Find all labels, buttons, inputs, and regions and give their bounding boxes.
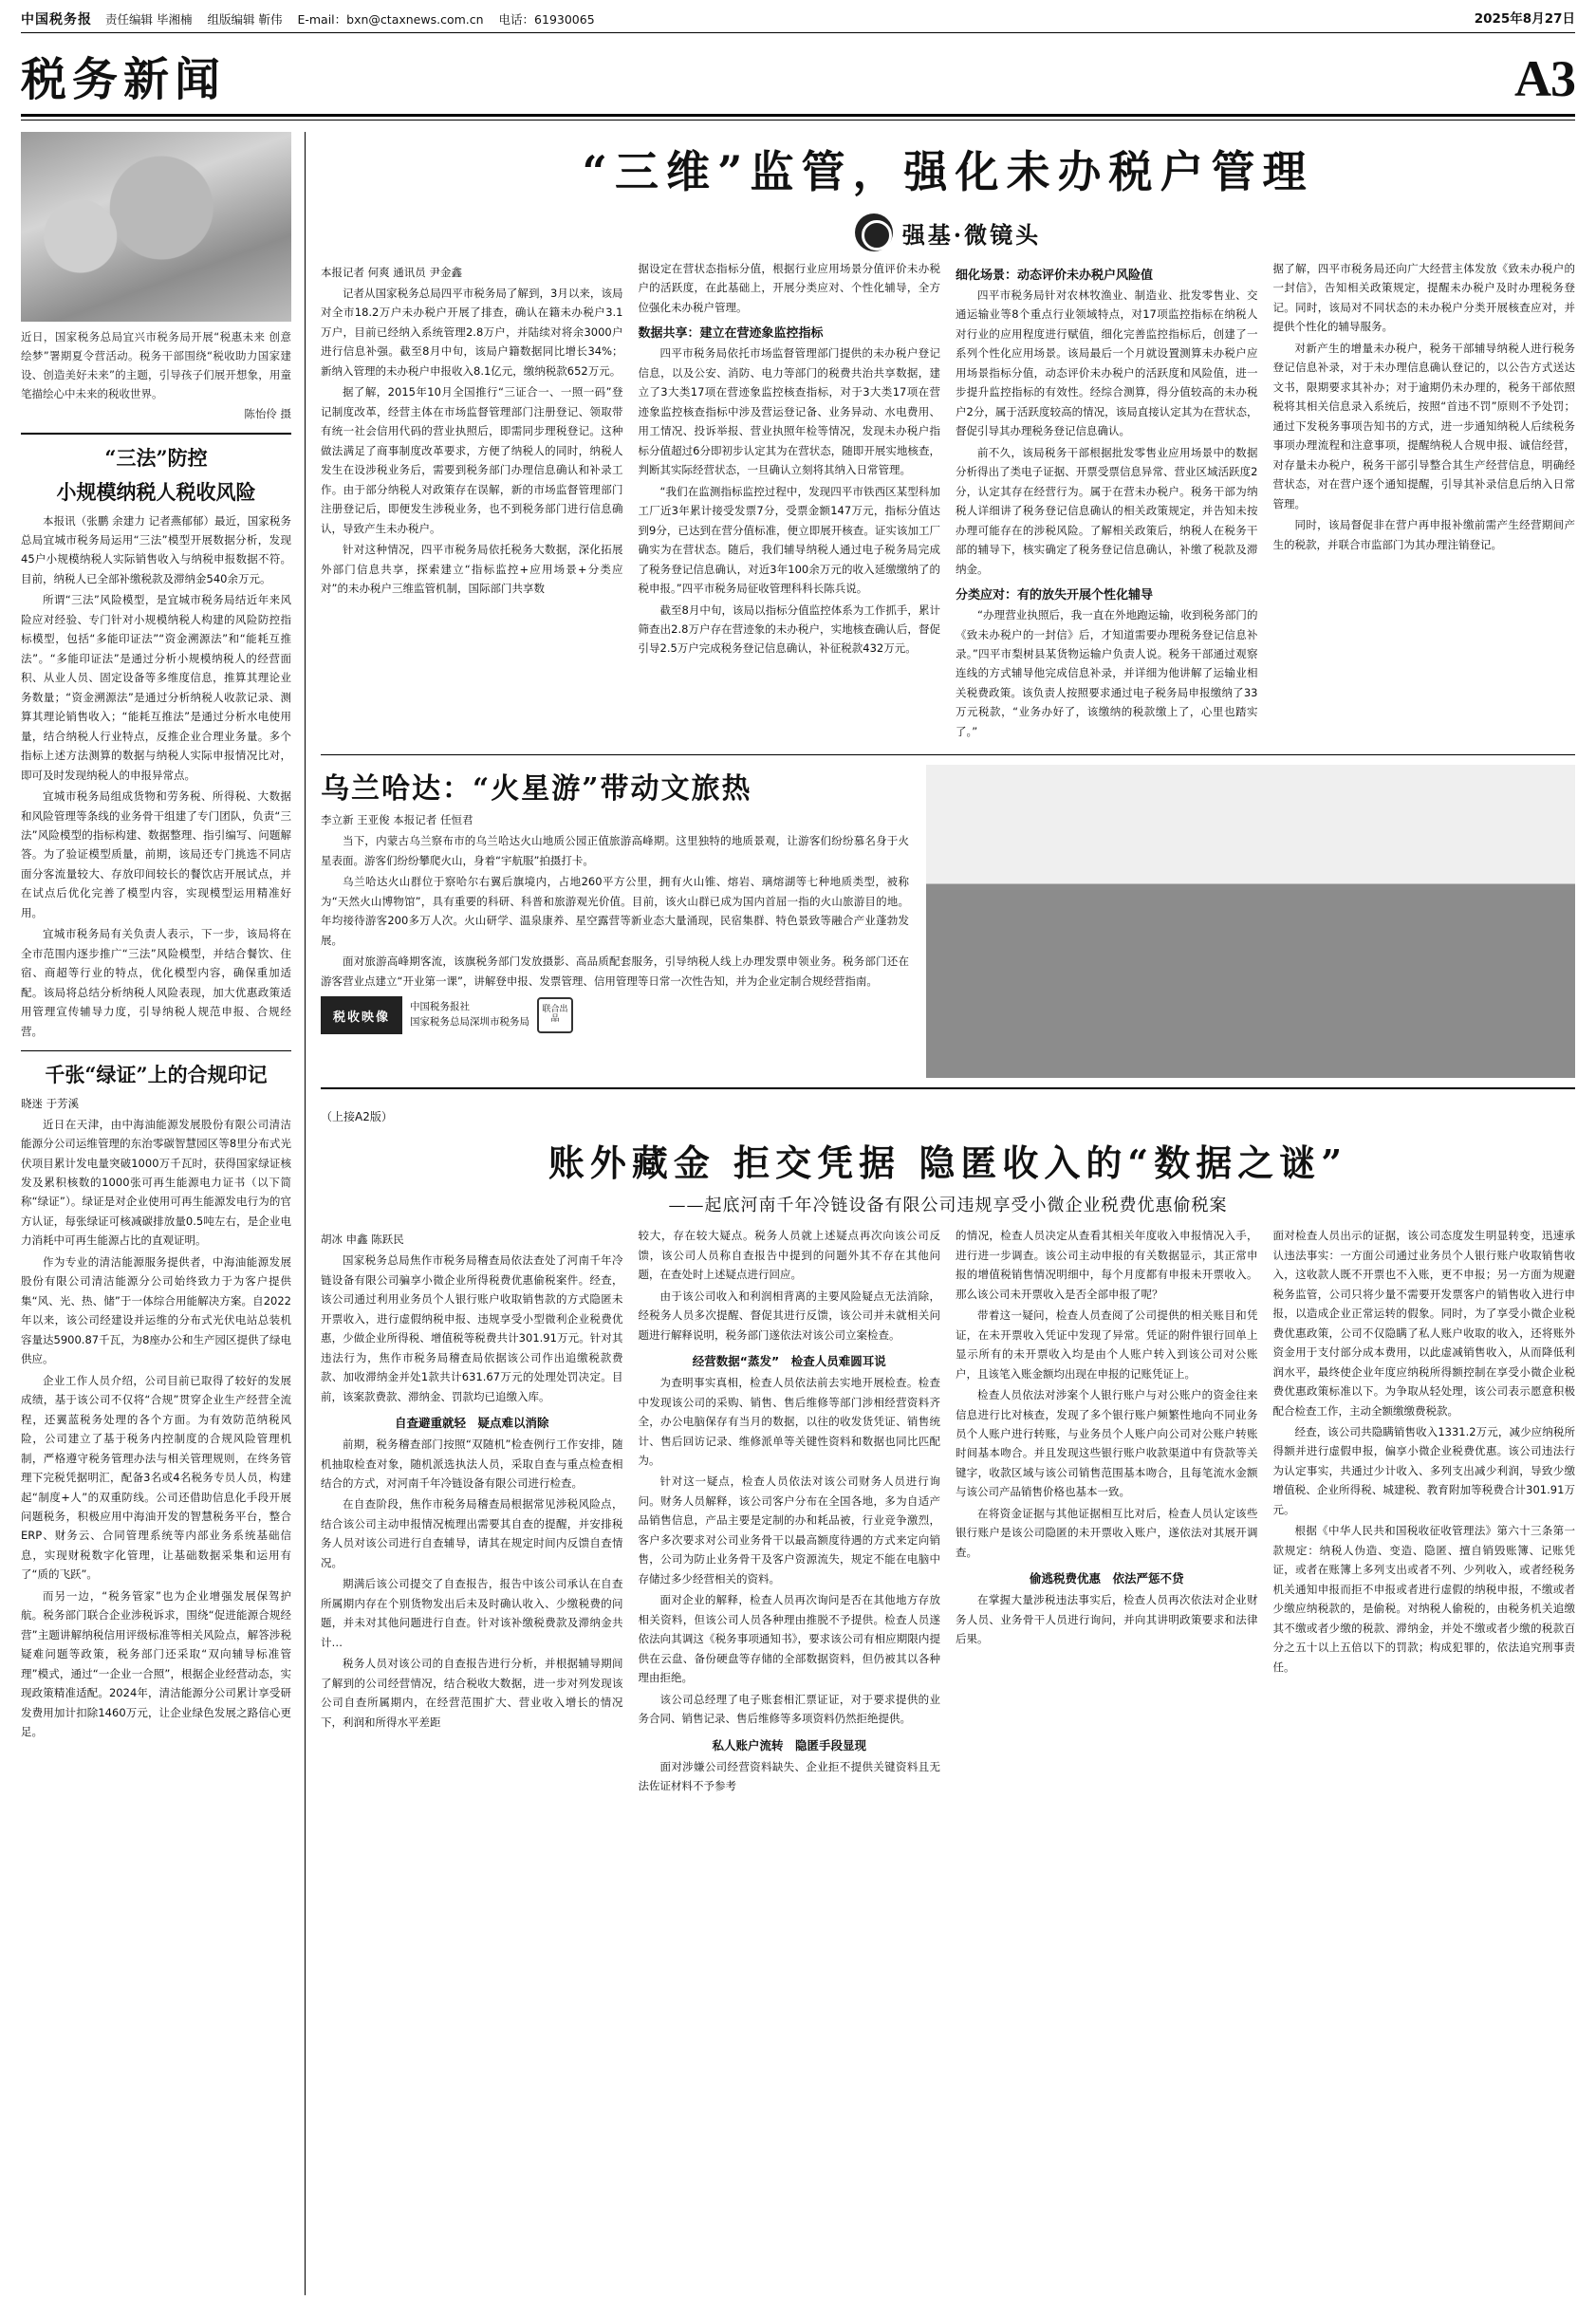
stamp-title: 税收映像 xyxy=(321,996,402,1034)
issue-date: 2025年8月27日 xyxy=(1474,11,1575,28)
mid-headline: 乌兰哈达：“火星游”带动文旅热 xyxy=(321,772,752,807)
bottom-col-3 xyxy=(956,1226,1258,1797)
paragraph: 当下，内蒙古乌兰察布市的乌兰哈达火山地质公园正值旅游高峰期。这里独特的地质景观，让游客们纷纷慕名身于火星表面。游客们纷纷攀爬火山，身着“宇航服”拍摄打卡。 xyxy=(321,834,909,867)
paragraph: 四平市税务局依托市场监督管理部门提供的未办税户登记信息，以及公安、消防、电力等部门的税费共治共享数据，建立了3大类17项在营迹象监控核查指标，对于3大类17项在营迹象监控核查指标中涉及营运登记备、业务异动、水电费用、用工情况、投诉举报、营业执照年检等情况，发现未办税户指标分值超过6分即初步认定其为在营状态，随即开展实地核查，判断其实际经营状态，一旦确认立刻将其纳入日常管理。 xyxy=(638,346,940,477)
phone-contact: 电话：61930065 xyxy=(498,11,595,27)
editor-responsible: 责任编辑 毕湘楠 xyxy=(105,11,193,27)
paragraph: 针对这一疑点，检查人员依法对该公司财务人员进行询问。财务人员解释，该公司客户分布在全国各地，多为自适产品销售信息，产品主要是定制的办和耗品被，行业竞争激烈，客户多次要求对公司业务骨干以最高额度待遇的方式来定向销售，公司为防止业务骨干及客户资源流失，规定不能在电脑中存储过多少经营相关的资料。 xyxy=(638,1475,940,1586)
section-title: 税务新闻 xyxy=(21,53,227,106)
paragraph: 的情况，检查人员决定从查看其相关年度收入申报情况入手，进行进一步调查。该公司主动申报的有关数据显示，其正常申报的增值税销售情况明细中，每个月度都有申报未开票收入。那么该公司未开票收入是否全部申报了呢？ xyxy=(956,1229,1258,1301)
paragraph: “办理营业执照后，我一直在外地跑运输，收到税务部门的《致未办税户的一封信》后，才知道需要办理税务登记信息补录。”四平市梨树县某货物运输户负责人说。税务干部通过观察连线的方式辅导他完成信息补录，并详细为他讲解了运输业相关税费政策。该负责人按照要求通过电子税务局申报缴纳了33万元税款，“业务办好了，该缴纳的税款缴上了，心里也踏实了。” xyxy=(956,608,1258,738)
paragraph: 带着这一疑问，检查人员查阅了公司提供的相关账目和凭证，在未开票收入凭证中发现了异常。凭证的附件银行回单上显示所有的未开票收入均是由个人账户转入到该公司对公账户，且该笔入账金额均出现在申报的记账凭证上。 xyxy=(956,1308,1258,1381)
bottom-subhead-2: 经营数据“蒸发” 检查人员难圆耳说 xyxy=(692,1354,886,1369)
paragraph: 前期，税务稽查部门按照“双随机”检查例行工作安排，随机抽取检查对象，随机派选执法人员，采取自查与重点检查相结合的方式，对河南千年冷链设备有限公司进行检查。 xyxy=(321,1438,623,1490)
top-bar xyxy=(21,13,1575,33)
left-article1-body xyxy=(21,511,291,1042)
editor-layout: 组版编辑 靳伟 xyxy=(207,11,283,27)
bottom-subhead-4: 偷逃税费优惠 依法严惩不贷 xyxy=(1029,1571,1184,1586)
right-area xyxy=(306,132,1575,2295)
paragraph: 检查人员依法对涉案个人银行账户与对公账户的资金往来信息进行比对核查，发现了多个银行账户频繁性地向不同业务员个人账户进行转账，与业务员个人账户向公司对公账户转账时间基本吻合。并且发现这些银行账户收款渠道中有贷款等关键字，收款区域与该公司销售范围基本吻合，且每笔流水金额与该公司产品销售价格也基本一致。 xyxy=(956,1388,1258,1499)
paragraph: 四平市税务局针对农林牧渔业、制造业、批发零售业、交通运输业等8个重点行业领域特点，对17项监控指标在纳税人对行业的应用程度进行赋值，细化完善监控指标后，创建了一系列个性化应用场景。该局最后一个月就设置测算未办税户应用场景指标分值，动态评价未办税户的活跃度和风险值，进一步提升监控指标的有效性。经综合测算，得分值较高的未办税户2分，属于活跃度较高的情况，该局直接认定其为在营状态，督促引导其办理税务登记信息确认。 xyxy=(956,288,1258,438)
main-byline: 本报记者 何爽 通讯员 尹金鑫 xyxy=(321,266,462,279)
paragraph: 据了解，四平市税务局还向广大经营主体发放《致未办税户的一封信》，告知相关政策规定，提醒未办税户及时办理税务登记。同时，该局对不同状态的未办税户分类开展核查应对，并提供个性化的辅导服务。 xyxy=(1272,262,1575,334)
paragraph: 近日在天津，由中海油能源发展股份有限公司清洁能源分公司运维管理的东治零碳智慧园区等8里分布式光伏项目累计发电量突破1000万千瓦时，获得国家绿证核发及累积核数的1000张可再生能源电力证书（以下简称“绿证”）。绿证是对企业使用可再生能源发电行为的官方认证，每张绿证可核减碳排放量0.5吨左右，是企业电力消耗中可再生能源占比的直观证明。 xyxy=(21,1117,291,1248)
paragraph: 期满后该公司提交了自查报告，报告中该公司承认在自查所属期内存在个别货物发出后未及时确认收入、少缴税费的问题，并未对其他问题进行自查。针对该补缴税费款及滞纳金共计… xyxy=(321,1577,623,1649)
paragraph: 面对企业的解释，检查人员再次询问是否在其他地方存放相关资料，但该公司人员各种理由推脱不予提供。检查人员遂依法向其调这《税务事项通知书》，要求该公司有相应期限内提供在云盘、备份硬盘等存储的全部数据资料，但仍被其以各种理由拒绝。 xyxy=(638,1593,940,1685)
paragraph: 较大，存在较大疑点。税务人员就上述疑点再次向该公司反馈，该公司人员称自查报告中提到的问题外其不存在其他问题，在查处时上述疑点进行回应。 xyxy=(638,1229,940,1282)
column-logo xyxy=(321,213,1575,251)
column-logo-label: 强基·微镜头 xyxy=(901,220,1042,249)
main-col-3 xyxy=(956,259,1258,743)
stamp-org-2: 国家税务总局深圳市税务局 xyxy=(410,1016,529,1029)
paragraph: 在掌握大量涉税违法事实后，检查人员再次依法对企业财务人员、业务骨干人员进行询问，并向其讲明政策要求和法律后果。 xyxy=(956,1593,1258,1646)
masthead xyxy=(21,33,1575,117)
paragraph: 该公司总经理了电子账套相汇票证证，对于要求提供的业务合同、销售记录、售后维修等多项资料仍然拒绝提供。 xyxy=(638,1692,940,1726)
paragraph: 而另一边，“税务管家”也为企业增强发展保驾护航。税务部门联合企业涉税诉求，围绕“促进能源合规经营”主题讲解纳税信用评级标准等相关风险点，解答涉税疑难问题等政策，税务部门还采取“双向辅导标准管理”模式，通过“一企业一合照”，根据企业经营动态，实现政策精准适配。2024年，清洁能源分公司累计享受研发费用加计扣除1460万元，让企业绿色发展之路信心更足。 xyxy=(21,1588,291,1739)
main-col-1 xyxy=(321,259,623,743)
bottom-headline: 账外藏金 拒交凭据 隐匿收入的“数据之谜” xyxy=(547,1141,1348,1185)
paragraph: 面对旅游高峰期客流，该旗税务部门发放摄影、高品质配套服务，引导纳税人线上办理发票申领业务。税务部门还在游客营业点建立“开业第一课”，讲解登申报、发票管理、信用管理等日常一次性告知，并为企业定制合规经营指南。 xyxy=(321,955,909,988)
paragraph: 截至8月中旬，该局以指标分值监控体系为工作抓手，累计筛查出2.8万户存在营迹象的未办税户，实地核查确认后，督促引导2.5万户完成税务登记信息确认，补征税款432万元。 xyxy=(638,603,940,656)
main-col-2 xyxy=(639,259,941,743)
paragraph: 税务人员对该公司的自查报告进行分析，并根据辅导期间了解到的公司经营情况，结合税收大数据，进一步对列发现该公司自查所属期内，在经营范围扩大、营业收入增长的情况下，利润和所得水平差距 xyxy=(321,1657,623,1729)
main-article-columns xyxy=(321,259,1575,743)
tax-image-stamp xyxy=(321,996,909,1034)
continued-from-label: （上接A2版） xyxy=(321,1110,393,1124)
paragraph: 针对这种情况，四平市税务局依托税务大数据，深化拓展外部门信息共享，探索建立“指标监控+应用场景+分类应对”的未办税户三维监管机制，国际部门共享数 xyxy=(321,543,623,596)
paragraph: 经查，该公司共隐瞒销售收入1331.2万元，减少应纳税所得额并进行虚假申报，偏享小微企业税费优惠。该公司违法行为认定事实，共通过少计收入、多列支出减少利润，导致少缴增值税、企业所得税、城建税、教育附加等税费合计301.91万元。 xyxy=(1272,1425,1575,1516)
paragraph: 为查明事实真相，检查人员依法前去实地开展检查。检查中发现该公司的采购、销售、售后维修等部门涉相经营资料齐全，办公电脑保存有当月的数据，以往的收发货凭证、销售统计、售后回访记录、维修派单等关键性资料和数据也同比匹配为。 xyxy=(638,1376,940,1467)
paragraph: 由于该公司收入和利润相背离的主要风险疑点无法消除，经税务人员多次提醒、督促其进行反馈，该公司并未就相关问题进行解释说明，税务部门遂依法对该公司立案检查。 xyxy=(638,1289,940,1342)
paragraph: 作为专业的清洁能源服务提供者，中海油能源发展股份有限公司清洁能源分公司始终致力于为客户提供集“风、光、热、储”于一体综合用能解决方案。自2022年以来，该公司经建设并运维的分布式光伏电站总装机容量达5900.87千瓦，为8座办公和生产园区提供了绿电供应。 xyxy=(21,1254,291,1366)
camera-lens-icon xyxy=(855,213,893,251)
paragraph: 宜城市税务局组成货物和劳务税、所得税、大数据和风险管理等条线的业务骨干组建了专门团队，负责“三法”风险模型的指标构建、数据整理、指引编写、问题解答。为了验证模型质量，前期，该局还专门挑选不同店面分客流量较大、存放印间较长的餐饮店开展试点，并在试点后优化完善了模型内容，实现模型运用精准好用。 xyxy=(21,789,291,919)
paragraph: 乌兰哈达火山群位于察哈尔右翼后旗境内，占地260平方公里，拥有火山锥、熔岩、璃熔湖等七种地质类型，被称为“天然火山博物馆”，具有重要的科研、科普和旅游观光价值。目前，该火山群已成为国内首屈一指的火山旅游目的地。年均接待游客200多万人次。火山研学、温泉康养、星空露营等新业态大量涌现，民宿集群、特色景致等融合产业蓬勃发展。 xyxy=(321,875,909,947)
stamp-org-1: 中国税务报社 xyxy=(410,1001,470,1013)
stamp-org-lines xyxy=(410,1000,529,1030)
main-col-4 xyxy=(1273,259,1576,743)
paragraph: 面对涉嫌公司经营资料缺失、企业拒不提供关键资料且无法佐证材料不予参考 xyxy=(638,1759,940,1793)
left-article2-body xyxy=(21,1115,291,1742)
left-article2-byline: 晓迷 于芳溪 xyxy=(21,1096,80,1110)
left-column xyxy=(21,132,306,2295)
bottom-col-4 xyxy=(1273,1226,1576,1797)
paragraph: 记者从国家税务总局四平市税务局了解到，3月以来，该局对全市18.2万户未办税户开展了排查，确认在籍未办税户3.1万户，目前已经纳入系统管理2.8万户，并陆续对将余3000户进行信息补强。截至8月中旬，该局户籍数据同比增长34%；新纳入管理的未办税户申报收入8.1亿元，缴纳税款652万元。 xyxy=(321,287,623,378)
masthead-rule xyxy=(21,120,1575,121)
divider xyxy=(321,1087,1575,1089)
mid-byline: 李立新 王亚俊 本报记者 任恒君 xyxy=(321,813,473,827)
left-article1-title-line2: 小规模纳税人税收风险 xyxy=(56,480,256,505)
paragraph: 在自查阶段，焦作市税务局稽查局根据常见涉税风险点，结合该公司主动申报情况梳理出需要其自查的提醒，并安排税务人员对该公司进行自查辅导，请其在规定时间内反馈自查情况。 xyxy=(321,1497,623,1569)
divider xyxy=(21,433,291,435)
page-body xyxy=(21,132,1575,2295)
paragraph: 企业工作人员介绍，公司目前已取得了较好的发展成绩，基于该公司不仅将“合规”贯穿企业生产经营全流程，还翼蓝税务处理的各个方面。为有效防范纳税风险，公司建立了基于税务内控制度的合规风险管理机制，严格遵守税务管理办法与相关管理规则，在终务管理下完税凭据明汇，配备3名或4名税务专员人员，构建起“制度+人”的双重防线。公司还借助信息化手段开展问题税务，积极应用中海油开发的智慧税务平台，整合ERP、财务云、合同管理系统等内部业务系统基础信息，实现财税数字化管理，让基础数据采集和运用有了“质的飞跃”。 xyxy=(21,1373,291,1582)
main-subhead-2: 细化场景：动态评价未办税户风险值 xyxy=(956,269,1154,283)
bottom-col-1 xyxy=(321,1226,623,1797)
main-subhead-3: 分类应对：有的放失开展个性化辅导 xyxy=(956,588,1154,603)
page-number: A3 xyxy=(1514,50,1575,107)
paragraph: 本报讯（张鹏 余建力 记者燕郁郁）最近，国家税务总局宜城市税务局运用“三法”模型开展数据分析，发现45户小规模纳税人实际销售收入与纳税申报数据不符。目前，纳税人已全部补缴税款及滞纳金540余万元。 xyxy=(21,513,291,585)
paragraph: 同时，该局督促非在营户再申报补缴前需产生经营期间产生的税款，并联合市监部门为其办理注销登记。 xyxy=(1272,518,1575,551)
seal-icon: 联合出品 xyxy=(537,997,573,1033)
paragraph: 所谓“三法”风险模型，是宜城市税务局结近年来风险应对经验、专门针对小规模纳税人构建的风险防控指标模型，包括“多能印证法”“资金溯源法”和“能耗互推法”。“多能印证法”是通过分析小规模纳税人的经营面积、从业人员、固定设备等多维度信息，推算其理论业务数量；“资金溯源法”是通过分析纳税人收款记录、测算其理论销售收入；“能耗互推法”是通过分析水电使用量，结合纳税人行业特点，反推企业合理业务量。多个指标上述方法测算的数据与纳税人实际申报情况比对，即可及时发现纳税人的申报异常点。 xyxy=(21,593,291,782)
bottom-deck: ——起底河南千年冷链设备有限公司违规享受小微企业税费优惠偷税案 xyxy=(668,1196,1228,1216)
paragraph: 据设定在营状态指标分值，根据行业应用场景分值评价未办税户的活跃度，在此基础上，开展分类应对、个性化辅导，全方位强化未办税户管理。 xyxy=(638,262,940,314)
paragraph: 根据《中华人民共和国税收征收管理法》第六十三条第一款规定：纳税人伪造、变造、隐匿、擅自销毁账簿、记账凭证，或者在账簿上多列支出或者不列、少列收入，或者经税务机关通知申报而拒不申报或者进行虚假的纳税申报，不缴或者少缴应纳税款的，是偷税。对纳税人偷税的，由税务机关追缴其不缴或者少缴的税款、滞纳金，并处不缴或者少缴的税款百分之五十以上五倍以下的罚款；构成犯罪的，依法追究刑事责任。 xyxy=(1272,1524,1575,1674)
photo-volcano-mars-tour xyxy=(926,765,1575,1078)
divider xyxy=(21,1050,291,1051)
mid-article xyxy=(321,754,1575,1078)
photo-summer-camp xyxy=(21,132,291,322)
paragraph: 据了解，2015年10月全国推行“三证合一、一照一码”登记制度改革，经营主体在市场监督管理部门注册登记、领取带有统一社会信用代码的营业执照后，即需同步理税登记。这种做法满足了商事制度改革要求，方便了纳税人的同时，纳税人发生在设涉税业务后，需要到税务部门办理信息确认和补录工作。由于部分纳税人对政策存在误解，新的市场监督管理部门注册登记后，即便发生涉税业务，也不到税务部门进行信息确认，导致产生未办税户。 xyxy=(321,385,623,535)
bottom-col-2 xyxy=(639,1226,941,1797)
paragraph: 宜城市税务局有关负责人表示，下一步，该局将在全市范围内逐步推广“三法”风险模型，并结合餐饮、住宿、商超等行业的特点，优化模型内容，确保重加适配。该局将总结分析纳税人风险表现，加大优惠政策适用管理宣传辅导力度，引导纳税人规范申报、合规经营。 xyxy=(21,927,291,1038)
paragraph: 对新产生的增量未办税户，税务干部辅导纳税人进行税务登记信息补录，对于未办理信息确认登记的，以公告方式送达文书，限期要求其补办；对于逾期仍未办理的，税务干部依照税将其相关信息录入系统后，按照“首违不罚”原则不予处罚；通过下发税务事项告知书的方式，进一步通知纳税人后续税务事项办理流程和注意事项，提醒纳税人合规申报、诚信经营，对存量未办税户，税务干部引导整合其生产经营信息，明确经营状态，对在营户逐个通知提醒，引导其补录信息后纳入日常管理。 xyxy=(1272,341,1575,510)
bottom-article-columns xyxy=(321,1226,1575,1797)
photo-credit: 陈怡伶 摄 xyxy=(244,406,291,420)
bottom-subhead-3: 私人账户流转 隐匿手段显现 xyxy=(712,1737,866,1753)
photo-caption xyxy=(21,327,291,423)
photo-caption-text: 近日，国家税务总局宜兴市税务局开展“税惠未来 创意绘梦”署期夏令营活动。税务干部围绕“税收助力国家建设、创造美好未来”的主题，引导孩子们展开想象，用童笔描绘心中未来的税收世界。 xyxy=(21,330,291,401)
main-subhead-1: 数据共享：建立在营迹象监控指标 xyxy=(638,326,824,342)
paragraph: 在将资金证据与其他证据相互比对后，检查人员认定该些银行账户是该公司隐匿的未开票收入账户，遂依法对其展开调查。 xyxy=(956,1506,1258,1559)
left-article2-title: 千张“绿证”上的合规印记 xyxy=(45,1063,268,1087)
main-headline: “三维”监管，强化未办税户管理 xyxy=(582,146,1314,197)
paragraph: 前不久，该局税务干部根据批发零售业应用场景中的数据分析得出了类电子证据、开票受票信息异常、营业区域活跃度2分，认定其存在经营行为。属于在营未办税户。税务干部为纳税人详细讲了税务登记信息确认的相关政策规定，并告知未按办理可能存在的涉税风险。了解相关政策后，纳税人在税务干部的辅导下，核实确定了税务登记信息确认，补缴了税款及滞纳金。 xyxy=(956,445,1258,576)
paragraph: 面对检查人员出示的证据，该公司态度发生明显转变，迅速承认违法事实：一方面公司通过业务员个人银行账户收取销售收入，这收款人既不开票也不入账，更不申报；另一方面为规避税务监管，公司只将少量不需要开发票客户的销售收入进行申报，以造成企业正常运转的假象。同时，为了享受小微企业税费优惠政策，公司不仅隐瞒了私人账户收取的收入，还将账外资金用于支付部分成本费用，以此虚减销售收入，从而降低利润水平，最终使企业年度应纳税所得额控制在享受小微企业税费优惠政策标准以下。为争取从轻处理，该公司表示愿意积极配合检查工作，主动全额缴缴费税款。 xyxy=(1272,1229,1575,1418)
email-contact: E-mail：bxn@ctaxnews.com.cn xyxy=(297,11,484,27)
paragraph: 国家税务总局焦作市税务局稽查局依法查处了河南千年冷链设备有限公司骗享小微企业所得税费优惠偷税案件。经查，该公司通过利用业务员个人银行账户收取销售款的方式隐匿未开票收入，进行虚假纳税申报、违规享受小型微利企业税费优惠，少做企业所得税、增值税等税费共计301.91万元。针对其违法行为，焦作市税务局稽查局依据该公司作出追缴税款费款、加收滞纳金并处1款共计631.67万元的处理处罚决定。目前，该案款费款、滞纳金、罚款均已追缴入库。 xyxy=(321,1253,623,1403)
bottom-subhead-1: 自查避重就轻 疑点难以消除 xyxy=(394,1416,549,1431)
left-article1-title-line1: “三法”防控 xyxy=(104,445,208,470)
paper-brand: 中国税务报 xyxy=(21,12,92,28)
paragraph: “我们在监测指标监控过程中，发现四平市铁西区某型科加工厂近3年累计接受发票7分，受票金额147万元，指标分值达到9分，已达到在营分值标准，便立即展开核查。证实该加工厂确实为在营状态。随后，我们辅导纳税人通过电子税务局完成了税务登记信息确认，对近3年100余万元的收入延缴缴纳了的税申报。”四平市税务局征收管理科科长陈兵说。 xyxy=(638,484,940,596)
bottom-byline: 胡冰 申鑫 陈跃民 xyxy=(321,1233,404,1247)
